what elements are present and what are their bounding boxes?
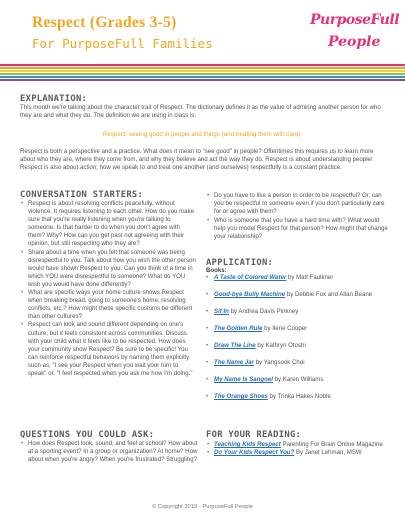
explanation-intro: This month we're talking about the character trait of Respect. The dictionary defines it as the value of admiring another person for who they are and what they do. The definition we are using in class is: — [20, 104, 381, 119]
list-item — [206, 359, 396, 367]
book-link[interactable]: The Orange Shoes — [214, 393, 268, 400]
list-item — [214, 449, 392, 457]
conversation-list-right — [206, 192, 392, 242]
logo-line-2: People — [328, 34, 381, 50]
article-link[interactable]: Teaching Kids Respect — [214, 441, 281, 448]
book-author: by Trinka Hakes Noble — [269, 393, 331, 400]
list-item — [206, 342, 396, 350]
stripe — [0, 73, 405, 75]
books-label: Books: — [206, 267, 227, 274]
stripe — [0, 70, 405, 72]
application-heading: APPLICATION: — [206, 258, 274, 268]
logo-line-1: PurposeFull — [310, 12, 400, 28]
conversation-heading: CONVERSATION STARTERS: — [20, 190, 144, 200]
conversation-list-left — [20, 200, 198, 378]
list-item: • Share about a time when you felt that someone was being disrespectful to you. Talk about how you wish the other person would have shown Respect to you. Can you think of a time in which YOU were disrespectful to someone? What do YOU wish you would have done differently? — [28, 249, 198, 289]
color-stripes — [0, 64, 405, 82]
stripe — [0, 76, 405, 78]
list-item — [214, 441, 392, 449]
book-author: by Matt Faulkner — [287, 274, 334, 281]
book-link[interactable]: The Golden Rule — [214, 325, 263, 332]
list-item — [206, 274, 396, 282]
list-item: • Who is someone that you have a hard time with? What would help you model Respect for that person? How might that change your relationship? — [214, 217, 392, 241]
book-author: by Karen Williams — [274, 376, 324, 383]
respect-definition: Respect: seeing good in people and things (and treating them with care). — [102, 131, 303, 138]
list-item: • Respect can look and sound different depending on one's culture, but it feels consistent across communities. Discuss with your child what it feels like to be respected. How does your community show Respect? Be sure to be specific! You can reinforce respectful behaviors by naming them explicitly such as, "I see your Respect when you wait your turn to speak" or, "I feel respected when you ask me how I'm doing." — [28, 321, 198, 378]
stripe — [0, 64, 405, 66]
stripe — [0, 67, 405, 69]
book-author: by Kathryn Otoshi — [257, 342, 306, 349]
book-link[interactable]: The Name Jar — [214, 359, 254, 366]
list-item — [206, 393, 396, 401]
book-link[interactable]: A Taste of Colored Water — [214, 274, 287, 281]
list-item: • Respect is about resolving conflicts peacefully, without violence. It requires listening to each other. How do you make sure that you're really listening when you're talking to someone. Is that harder to do when you don't agree with them? Why? How can you get past not agreeing with their opinion, but still respecting who they are? — [28, 200, 198, 249]
article-source: Parenting For Brain Online Magazine — [282, 441, 383, 448]
copyright-footer: © Copyright 2019 - PurposeFull People — [152, 504, 253, 510]
explanation-heading: EXPLANATION: — [20, 94, 88, 104]
list-item: • Do you have to like a person in order to be respectful? Or, can you be respectful to someone even if you don't particularly care for or agree with them? — [214, 192, 392, 216]
purposefull-people-logo — [310, 12, 400, 60]
questions-heading: QUESTIONS YOU COULD ASK: — [20, 430, 155, 440]
page-subtitle: For PurposeFull Families — [32, 36, 213, 51]
article-source: By Janet Lehman, MSW — [295, 449, 362, 457]
explanation-body: Respect is both a perspective and a practice. What does it mean to "see good" in people? Oftentimes this requires us to learn more about who they are, where they come from, and why they believe and act the way they do. Respect is about understanding people! Respect is also about action; how we speak to and treat one another (and ourselves) respectfully is a constant practice. — [20, 148, 374, 171]
list-item — [206, 291, 396, 299]
book-link[interactable]: Good-bye Bully Machine — [214, 291, 286, 298]
list-item: • What are specific ways your home culture shows Respect when breaking bread, going to someone's home, resolving conflicts, etc.? How might these specific customs be different than other cultures? — [28, 289, 198, 321]
book-author: by Andrea Davis Pinkney — [230, 308, 299, 315]
article-link[interactable]: Do Your Kids Respect You? — [214, 449, 295, 457]
book-list — [206, 274, 396, 410]
book-link[interactable]: Sit In — [214, 308, 229, 315]
reading-heading: FOR YOUR READING: — [206, 430, 302, 440]
book-author: by Debbie Fox and Allan Beane — [286, 291, 373, 298]
list-item — [206, 376, 396, 384]
book-author: by Ilene Cooper — [264, 325, 308, 332]
stripe — [0, 79, 405, 81]
book-link[interactable]: My Name Is Sangoel — [214, 376, 273, 383]
list-item — [206, 308, 396, 316]
book-link[interactable]: Draw The Line — [214, 342, 256, 349]
page-title: Respect (Grades 3-5) — [32, 14, 177, 31]
reading-list — [206, 441, 392, 457]
questions-list — [20, 440, 198, 464]
book-author: by Yangsook Choi — [255, 359, 305, 366]
list-item — [206, 325, 396, 333]
list-item: • How does Respect look, sound, and feel at school? How about at a sporting event? In a group or organization? At home? How about when you're angry? When you're frustrated? Struggling? — [28, 440, 198, 464]
